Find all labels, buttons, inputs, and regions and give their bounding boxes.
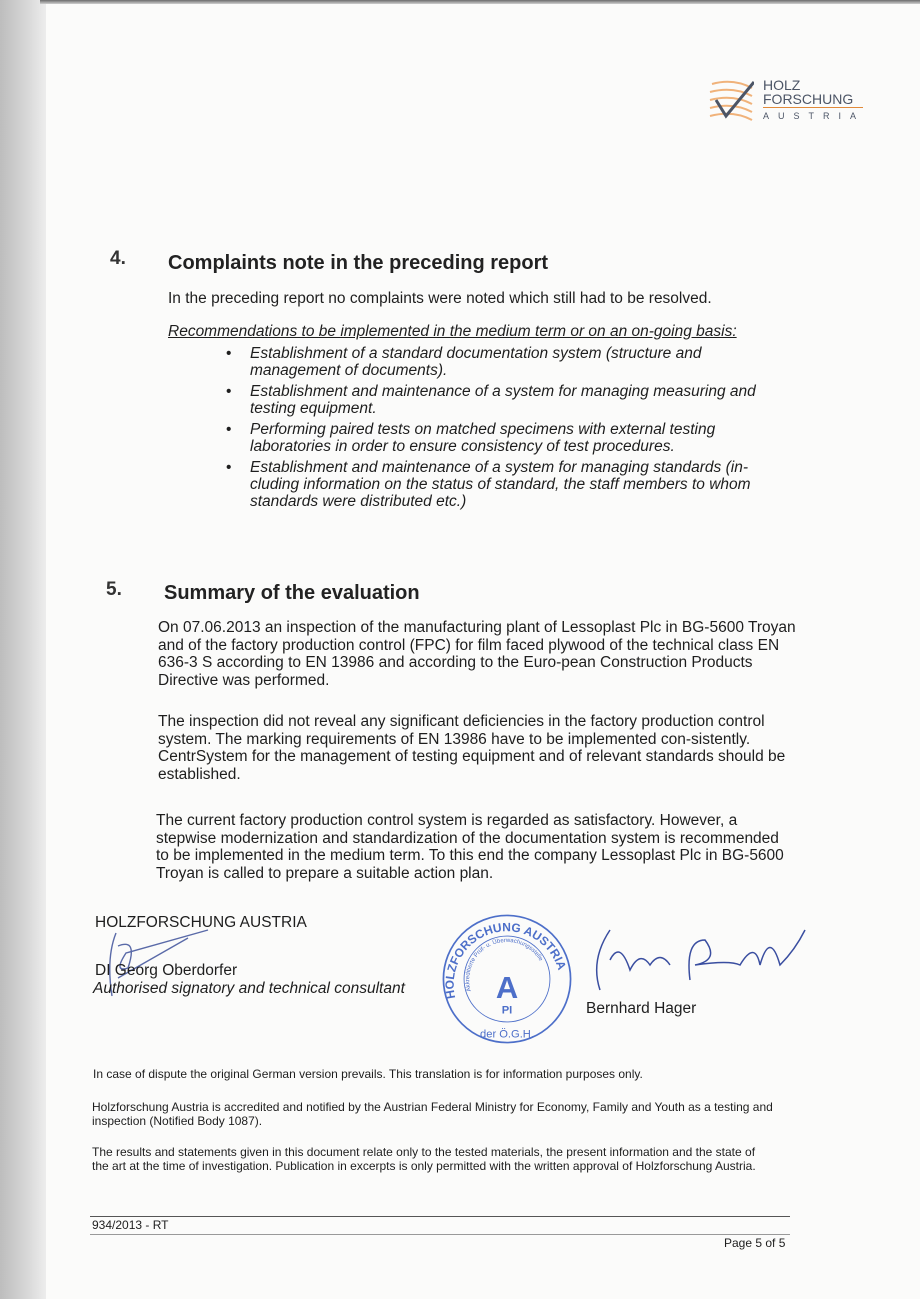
stamp-inner-text: Akkreditierte Prüf- u. Überwachungsstelle	[465, 937, 544, 993]
signer-1-name: DI Georg Oberdorfer	[95, 962, 238, 979]
signer-2-name: Bernhard Hager	[586, 1000, 697, 1017]
section-5-number: 5.	[106, 579, 122, 600]
dispute-note: In case of dispute the original German version prevails. This translation is for information purposes only.	[93, 1067, 643, 1081]
holzforschung-logo	[708, 78, 868, 124]
logo-rule	[763, 107, 863, 108]
summary-paragraph: On 07.06.2013 an inspection of the manufacturing plant of Lessoplast Plc in BG-5600 Troyan and of the factory production control (FPC) for film faced plywood of the technical class EN 636-3 S according to EN 13986 and according to the Euro-pean Construction Products Directive was performed.	[158, 619, 796, 689]
summary-paragraph: The current factory production control system is regarded as satisfactory. However, a stepwise modernization and standardization of the documentation system is recommended to be implemented in the medium term. To this end the company Lessoplast Plc in BG-5600 Troyan is called to prepare a suitable action plan.	[156, 812, 784, 882]
accreditation-note: Holzforschung Austria is accredited and notified by the Austrian Federal Ministry for Economy, Family and Youth as a testing and inspection (Notified Body 1087).	[92, 1100, 773, 1128]
list-item: • Establishment and maintenance of a system for managing standards (in-cluding information on the status of standard, the staff members to whom standards were distributed etc.)	[226, 459, 796, 510]
checkmark-wood-icon	[708, 78, 754, 122]
official-stamp	[440, 912, 574, 1046]
section-4-title: Complaints note in the preceding report	[168, 252, 549, 274]
signature-org: HOLZFORSCHUNG AUSTRIA	[95, 914, 307, 931]
page-number: Page 5 of 5	[724, 1236, 786, 1250]
report-reference: 934/2013 - RT	[92, 1218, 169, 1232]
scan-shadow	[0, 0, 46, 1299]
scan-edge	[40, 0, 920, 4]
list-item: • Performing paired tests on matched specimens with external testing laboratories in order to ensure consistency of test procedures.	[226, 421, 796, 455]
list-item: • Establishment of a standard documentation system (structure and management of documents).	[226, 345, 796, 379]
svg-text:PI: PI	[501, 1004, 513, 1017]
signature-hager	[580, 920, 820, 996]
svg-text:A: A	[495, 969, 519, 1005]
section-5-title: Summary of the evaluation	[164, 582, 420, 604]
section-4-text: In the preceding report no complaints were noted which still had to be resolved.	[168, 290, 712, 307]
recommendations-list	[226, 345, 796, 514]
footer-rule-2	[90, 1234, 790, 1235]
logo-line2: FORSCHUNG	[763, 91, 854, 107]
results-note: The results and statements given in this document relate only to the tested materials, the present information and the state of the art at the time of investigation. Publication in excerpts is only permitted with the written approval of Holzforschung Austria.	[92, 1145, 756, 1173]
logo-line1: HOLZ	[763, 77, 801, 93]
stamp-outer-text: HOLZFORSCHUNG AUSTRIA	[442, 920, 569, 1000]
logo-line3: AUSTRIA	[763, 111, 866, 121]
section-4-number: 4.	[110, 248, 126, 269]
list-item: • Establishment and maintenance of a system for managing measuring and testing equipment.	[226, 383, 796, 417]
signer-1-role: Authorised signatory and technical consultant	[93, 980, 405, 997]
summary-paragraph: The inspection did not reveal any significant deficiencies in the factory production control system. The marking requirements of EN 13986 have to be implemented con-sistently. CentrSystem for the management of testing equipment and of relevant standards should be established.	[158, 713, 786, 783]
recommendations-heading: Recommendations to be implemented in the medium term or on an on-going basis:	[168, 323, 737, 340]
stamp-bottom-text: der Ö.G.H.	[480, 1028, 534, 1041]
footer-rule	[90, 1216, 790, 1217]
